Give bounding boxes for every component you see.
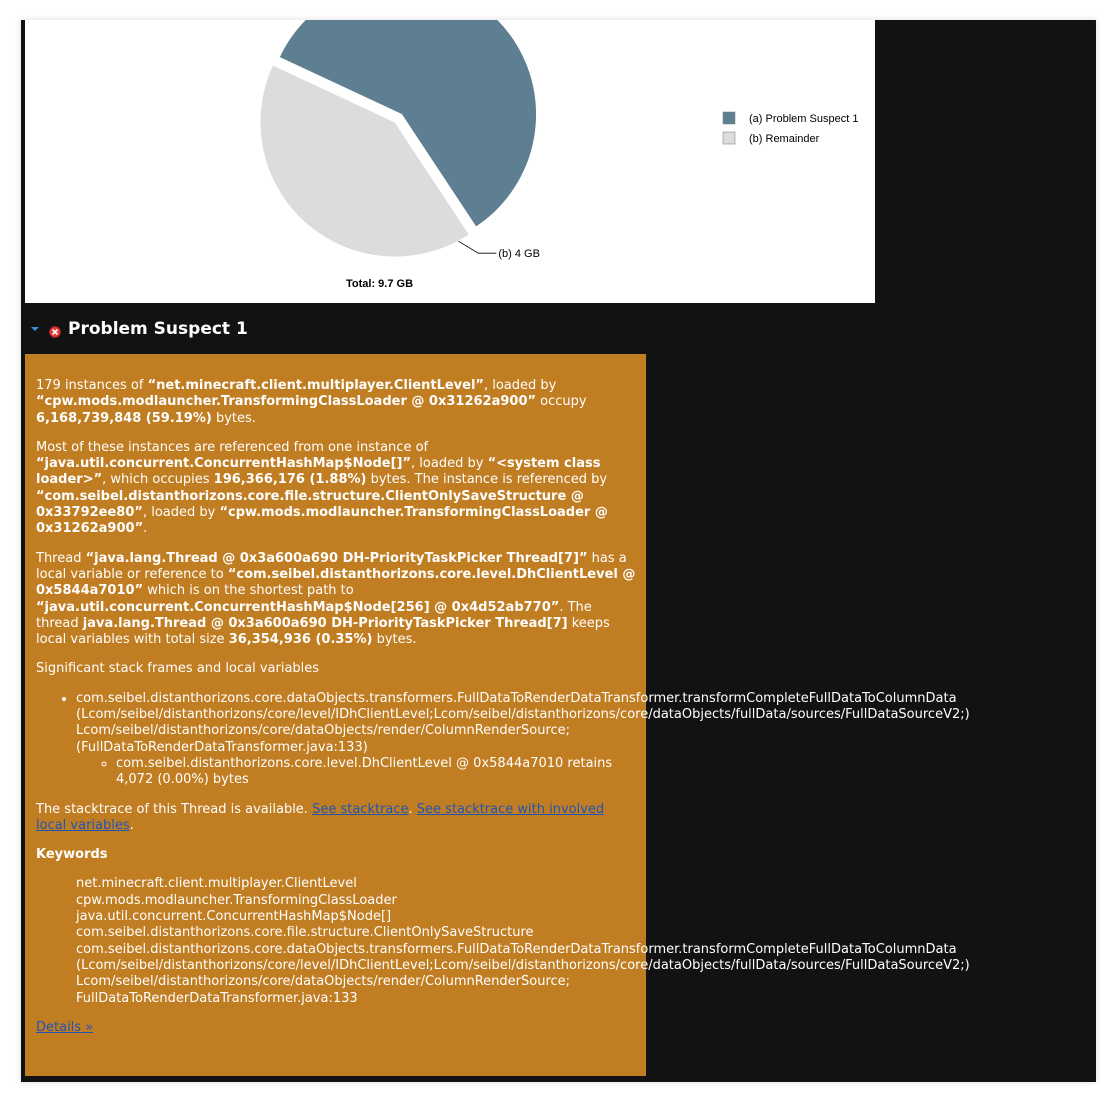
text-span: , loaded by [142,505,220,521]
reference-paragraph [36,440,636,538]
text-span: keeps local variables with total size [36,615,610,648]
legend-label-b: (b) Remainder [749,133,820,145]
class-loader: “<system class loader>” [36,456,601,488]
stack-heading: Significant stack frames and local variables [36,661,320,677]
local-variable-list [76,756,636,789]
text-span: , loaded by [483,378,557,393]
class-loader: “cpw.mods.modlauncher.TransformingClassLoader @ 0x31262a900” [36,394,537,410]
thread-paragraph [36,551,636,649]
text-span: which is on the shortest path to [143,583,354,599]
text-span: Most of these instances are referenced from one instance of [36,439,429,455]
text-span: occupy [536,394,587,410]
pie-chart-panel [25,20,875,303]
local-variable-item: ◦ com.seibel.distanthorizons.core.level.DhClientLevel @ 0x5844a7010 retains 4,072 (0.00%) bytes [116,756,636,789]
text-span: . [129,817,134,833]
retained-size: 36,354,936 (0.35%) [228,632,373,648]
text-span: has a local variable or reference to [36,550,627,582]
keyword-item: java.util.concurrent.ConcurrentHashMap$Node[] [76,909,392,925]
section-header [29,316,248,342]
problem-suspect-panel [25,354,970,1076]
stacktrace-paragraph [36,802,636,835]
text-span: 179 instances of [36,378,148,393]
text-span: . [408,801,417,817]
legend-swatch-b [723,132,735,144]
data-label-b: (b) 4 GB [498,248,540,261]
text-span: , loaded by [411,456,488,472]
keywords-list [76,876,970,1006]
stack-frame-line: Lcom/seibel/distanthorizons/core/dataObjects/render/ColumnRenderSource; [76,723,571,739]
report-frame [21,20,1096,1082]
text-span: The stacktrace of this Thread is available. [36,801,313,817]
stack-frame-list [36,690,970,789]
text-span: , which occupies [102,472,214,488]
retained-size: 196,366,176 (1.88%) [213,472,367,488]
text-span: Thread [36,550,86,566]
thread-name: java.lang.Thread @ 0x3a600a690 DH-PriorityTaskPicker Thread[7] [82,615,568,631]
referencing-object: “com.seibel.distanthorizons.core.file.structure.ClientOnlySaveStructure @ 0x33792ee80” [36,488,584,521]
keyword-item: Lcom/seibel/distanthorizons/core/dataObjects/render/ColumnRenderSource; [76,974,571,990]
class-name: “java.util.concurrent.ConcurrentHashMap$Node[]” [36,456,412,472]
see-stacktrace-with-locals-link[interactable]: See stacktrace with involved local variables [36,801,605,833]
stack-frame-line: (FullDataToRenderDataTransformer.java:133) [76,739,368,755]
chart-total-label: Total: 9.7 GB [346,278,414,290]
thread-name: “java.lang.Thread @ 0x3a600a690 DH-PriorityTaskPicker Thread[7]” [85,550,588,566]
stack-frame-line: • com.seibel.distanthorizons.core.dataObjects.transformers.FullDataToRenderDataTransformer.transformCompleteFullDataToColumnData [76,690,957,706]
shortest-path-object: “java.util.concurrent.ConcurrentHashMap$Node[256] @ 0x4d52ab770” [36,599,560,615]
text-span: bytes. [372,632,417,648]
pie-chart [25,20,875,303]
class-loader: “cpw.mods.modlauncher.TransformingClassLoader @ 0x31262a900” [36,505,608,537]
data-label-leader-line [458,241,496,253]
keyword-item: com.seibel.distanthorizons.core.file.structure.ClientOnlySaveStructure [76,925,534,941]
text-span: . [143,521,148,537]
keyword-item: net.minecraft.client.multiplayer.ClientLevel [76,876,357,892]
legend-swatch-a [723,112,735,124]
text-span: . The thread [36,599,592,631]
stack-frame-line: (Lcom/seibel/distanthorizons/core/level/IDhClientLevel;Lcom/seibel/distanthorizons/core/dataObjects/fullData/sources/FullDataSourceV2;) [76,707,970,723]
collapse-toggle-icon[interactable] [29,323,41,335]
keywords-heading: Keywords [36,847,108,863]
keyword-item: cpw.mods.modlauncher.TransformingClassLoader [76,892,397,908]
local-variable: “com.seibel.distanthorizons.core.level.DhClientLevel @ 0x5844a7010” [36,566,636,599]
keyword-item: com.seibel.distanthorizons.core.dataObjects.transformers.FullDataToRenderDataTransformer.transformCompleteFullDataToColumnData [76,941,957,957]
details-link[interactable]: Details » [36,1019,94,1035]
error-icon [49,323,61,335]
summary-paragraph [36,378,636,427]
legend-label-a: (a) Problem Suspect 1 [749,113,859,125]
keyword-item: FullDataToRenderDataTransformer.java:133 [76,990,358,1006]
keyword-item: (Lcom/seibel/distanthorizons/core/level/IDhClientLevel;Lcom/seibel/distanthorizons/core/dataObjects/fullData/sources/FullDataSourceV2;) [76,957,970,973]
text-span: bytes. The instance is referenced by [366,472,608,488]
class-name: “net.minecraft.client.multiplayer.ClientLevel” [147,378,484,393]
section-title: Problem Suspect 1 [68,319,248,339]
see-stacktrace-link[interactable]: See stacktrace [312,801,409,817]
stack-frame [76,690,970,789]
retained-size: 6,168,739,848 (59.19%) [36,410,212,426]
text-span: bytes. [211,410,256,426]
